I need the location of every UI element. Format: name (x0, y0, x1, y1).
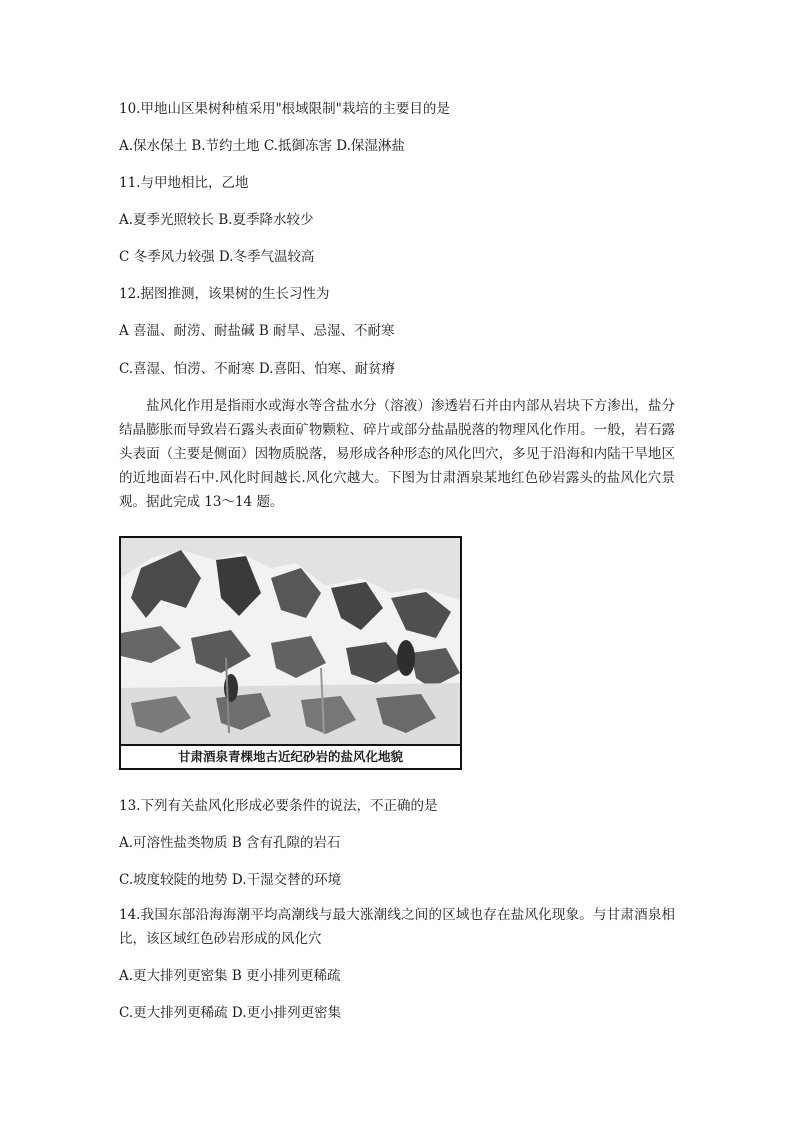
passage-salt-weathering: 盐风化作用是指雨水或海水等含盐水分（溶液）渗透岩石并由内部从岩块下方渗出，盐分结晶膨胀而导致岩石露头表面矿物颗粒、碎片或部分盐晶脱落的物理风化作用。一般，岩石露头表面（主要是侧面）因物质脱落，易形成各种形态的风化凹穴，多见于沿海和内陆干旱地区的近地面岩石中.风化时间越长.风化穴越大。下图为甘肃酒泉某地红色砂岩露头的盐风化穴景观。据此完成 13～14 题。 (119, 398, 675, 510)
figure-caption: 甘肃酒泉青棵地古近纪砂岩的盐风化地貌 (119, 746, 462, 770)
question-10-stem: 10.甲地山区果树种植采用"根域限制"栽培的主要目的是 (119, 101, 450, 117)
figure-salt-weathering (119, 536, 462, 770)
question-12-options-row-1: A 喜温、耐涝、耐盐碱 B 耐旱、忌湿、不耐寒 (119, 323, 395, 339)
landform-photo (119, 536, 462, 746)
question-14-options-row-1: A.更大排列更密集 B 更小排列更稀疏 (119, 968, 341, 984)
question-14-options-row-2: C.更大排列更稀疏 D.更小排列更密集 (119, 1005, 342, 1021)
question-11-stem: 11.与甲地相比，乙地 (119, 175, 249, 191)
question-10-options: A.保水保土 B.节约土地 C.抵御冻害 D.保湿淋盐 (119, 138, 405, 154)
question-13-options-row-2: C.坡度较陡的地势 D.干湿交替的环境 (119, 872, 342, 888)
question-11-options-row-1: A.夏季光照较长 B.夏季降水较少 (119, 212, 314, 228)
question-14-stem: 14.我国东部沿海海潮平均高潮线与最大涨潮线之间的区域也存在盐风化现象。与甘肃酒泉相比，该区域红色砂岩形成的风化穴 (119, 907, 675, 947)
question-12-stem: 12.据图推测，该果树的生长习性为 (119, 286, 330, 302)
question-11-options-row-2: C 冬季风力较强 D.冬季气温较高 (119, 249, 315, 265)
question-12-options-row-2: C.喜湿、怕涝、不耐寒 D.喜阳、怕寒、耐贫瘠 (119, 361, 396, 377)
question-13-options-row-1: A.可溶性盐类物质 B 含有孔隙的岩石 (119, 835, 341, 851)
question-13-stem: 13.下列有关盐风化形成必要条件的说法，不正确的是 (119, 798, 438, 814)
